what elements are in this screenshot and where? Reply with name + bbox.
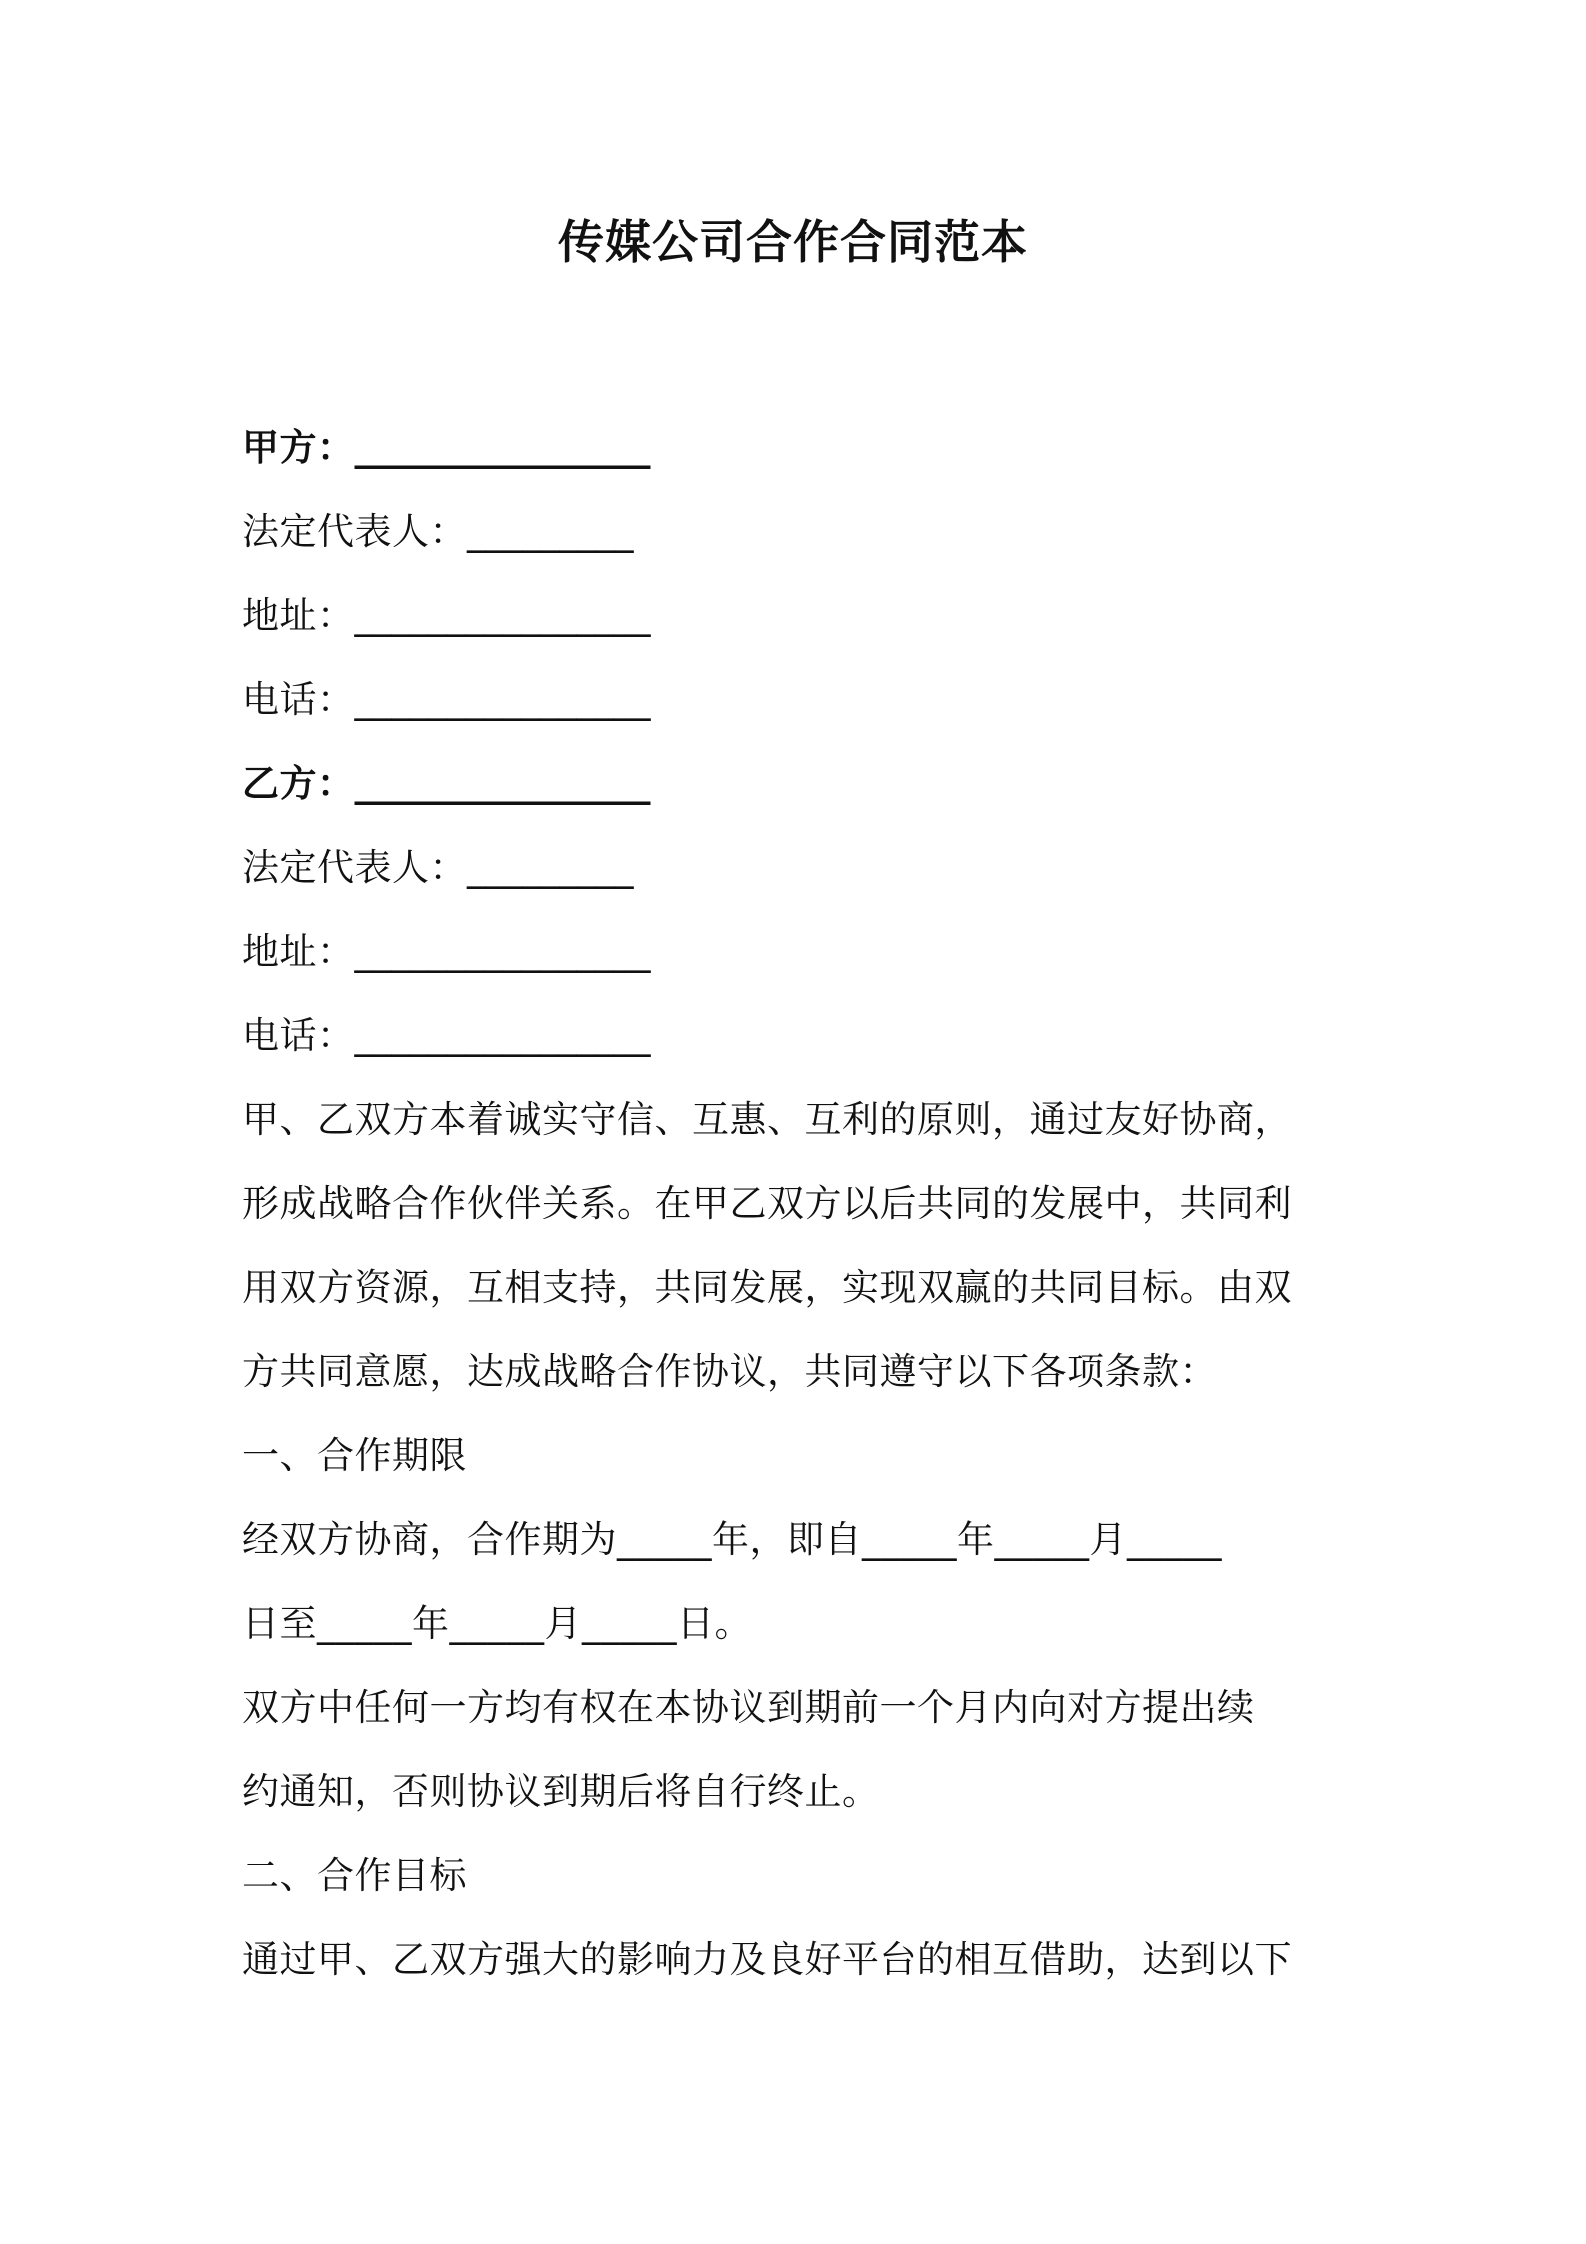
party-a-phone-line [242, 658, 1357, 742]
party-b-address-blank: ________________ [354, 930, 651, 973]
document-body [242, 406, 1357, 2002]
section-1-renewal-line: 约通知，否则协议到期后将自行终止。 [242, 1770, 880, 1813]
section-1-heading: 一、合作期限 [242, 1434, 467, 1477]
preamble-line: 形成战略合作伙伴关系。在甲乙双方以后共同的发展中，共同利 [242, 1182, 1292, 1225]
party-a-address-line [242, 574, 1357, 658]
party-b-name-line [242, 742, 1357, 826]
document-title: 传媒公司合作合同范本 [558, 215, 1028, 269]
party-a-name-blank: ________________ [354, 426, 651, 469]
party-a-phone-blank: ________________ [354, 678, 651, 721]
party-b-phone-label: 电话： [242, 1014, 355, 1057]
section-2-heading: 二、合作目标 [242, 1854, 467, 1897]
party-b-name-blank: ________________ [354, 762, 651, 805]
section-2-line: 通过甲、乙双方强大的影响力及良好平台的相互借助，达到以下 [242, 1938, 1292, 1981]
party-b-name-label: 乙方： [242, 762, 355, 805]
party-a-rep-blank: _________ [467, 510, 634, 553]
party-a-name-label: 甲方： [242, 426, 355, 469]
party-a-rep-line [242, 490, 1357, 574]
party-b-rep-line [242, 826, 1357, 910]
party-b-rep-blank: _________ [467, 846, 634, 889]
party-b-phone-line [242, 994, 1357, 1078]
section-1-renewal-line: 双方中任何一方均有权在本协议到期前一个月内向对方提出续 [242, 1686, 1255, 1729]
preamble-line: 方共同意愿，达成战略合作协议，共同遵守以下各项条款： [242, 1350, 1217, 1393]
preamble-line: 甲、乙双方本着诚实守信、互惠、互利的原则，通过友好协商， [242, 1098, 1292, 1141]
party-b-address-line [242, 910, 1357, 994]
section-1-term-line: 日至_____年_____月_____日。 [242, 1602, 752, 1645]
party-b-rep-label: 法定代表人： [242, 846, 467, 889]
party-a-name-line [242, 406, 1357, 490]
party-b-address-label: 地址： [242, 930, 355, 973]
party-a-rep-label: 法定代表人： [242, 510, 467, 553]
party-a-address-label: 地址： [242, 594, 355, 637]
party-b-phone-blank: ________________ [354, 1014, 651, 1057]
preamble-line: 用双方资源，互相支持，共同发展，实现双赢的共同目标。由双 [242, 1266, 1292, 1309]
party-a-phone-label: 电话： [242, 678, 355, 721]
section-1-term-line: 经双方协商，合作期为_____年，即自_____年_____月_____ [242, 1518, 1222, 1561]
party-a-address-blank: ________________ [354, 594, 651, 637]
